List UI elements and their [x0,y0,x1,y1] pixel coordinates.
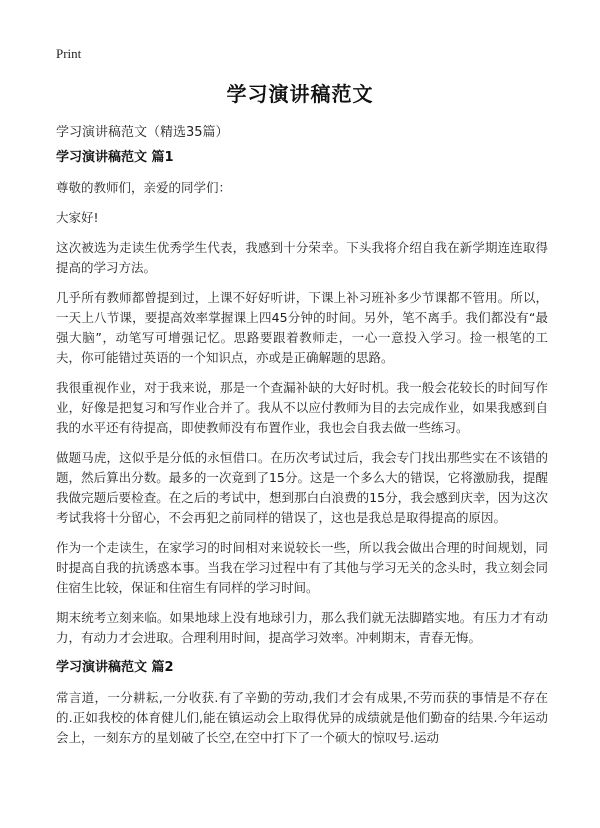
document-subtitle: 学习演讲稿范文（精选35篇） [56,125,229,140]
paragraph: 我很重视作业，对于我来说，那是一个查漏补缺的大好时机。我一般会花较长的时间写作业，好像是把复习和写作业合并了。我从不以应付教师为目的去完成作业，如果我感到自我的水平还有待提高，即使教师没有布置作业，我也会自我去做一些练习。 [56,380,548,435]
document-body [56,148,548,758]
paragraph: 大家好! [56,210,99,225]
print-link[interactable]: Print [56,46,82,61]
paragraph: 这次被选为走读生优秀学生代表，我感到十分荣幸。下头我将介绍自我在新学期连连取得提高的学习方法。 [56,240,548,275]
paragraph: 作为一个走读生，在家学习的时间相对来说较长一些，所以我会做出合理的时间规划，同时提高自我的抗诱惑本事。当我在学习过程中有了其他与学习无关的念头时，我立刻会同住宿生比较，保证和住宿生有同样的学习时间。 [56,540,548,595]
paragraph: 做题马虎，这似乎是分低的永恒借口。在历次考试过后，我会专门找出那些实在不该错的题，然后算出分数。最多的一次竟到了15分。这是一个多么大的错误，它将激励我，提醒我做完题后要检查。在之后的考试中，想到那白白浪费的15分，我会感到庆幸，因为这次考试我将十分留心，不会再犯之前同样的错误了，这也是我总是取得提高的原因。 [56,450,548,525]
section-2 [56,658,548,748]
section-1 [56,148,548,648]
page-title: 学习演讲稿范文 [226,82,374,106]
section-heading: 学习演讲稿范文 篇2 [56,660,174,675]
paragraph: 期末统考立刻来临。如果地球上没有地球引力，那么我们就无法脚踏实地。有压力才有动力，有动力才会进取。合理利用时间，提高学习效率。冲刺期末，青春无悔。 [56,610,548,645]
paragraph: 常言道，一分耕耘,一分收获.有了辛勤的劳动,我们才会有成果,不劳而获的事情是不存在的.正如我校的体育健儿们,能在镇运动会上取得优异的成绩就是他们勤奋的结果.今年运动会上，一刻东方的星划破了长空,在空中打下了一个硕大的惊叹号.运动 [56,690,548,745]
paragraph: 几乎所有教师都曾提到过，上课不好好听讲，下课上补习班补多少节课都不管用。所以，一天上八节课，要提高效率掌握课上四45分钟的时间。另外，笔不离手。我们都没有“最强大脑”，动笔写可增强记忆。思路要跟着教师走，一心一意投入学习。捡一根笔的工夫，你可能错过英语的一个知识点，亦或是正确解题的思路。 [56,290,548,365]
paragraph: 尊敬的教师们，亲爱的同学们： [56,180,232,195]
section-heading: 学习演讲稿范文 篇1 [56,150,174,165]
